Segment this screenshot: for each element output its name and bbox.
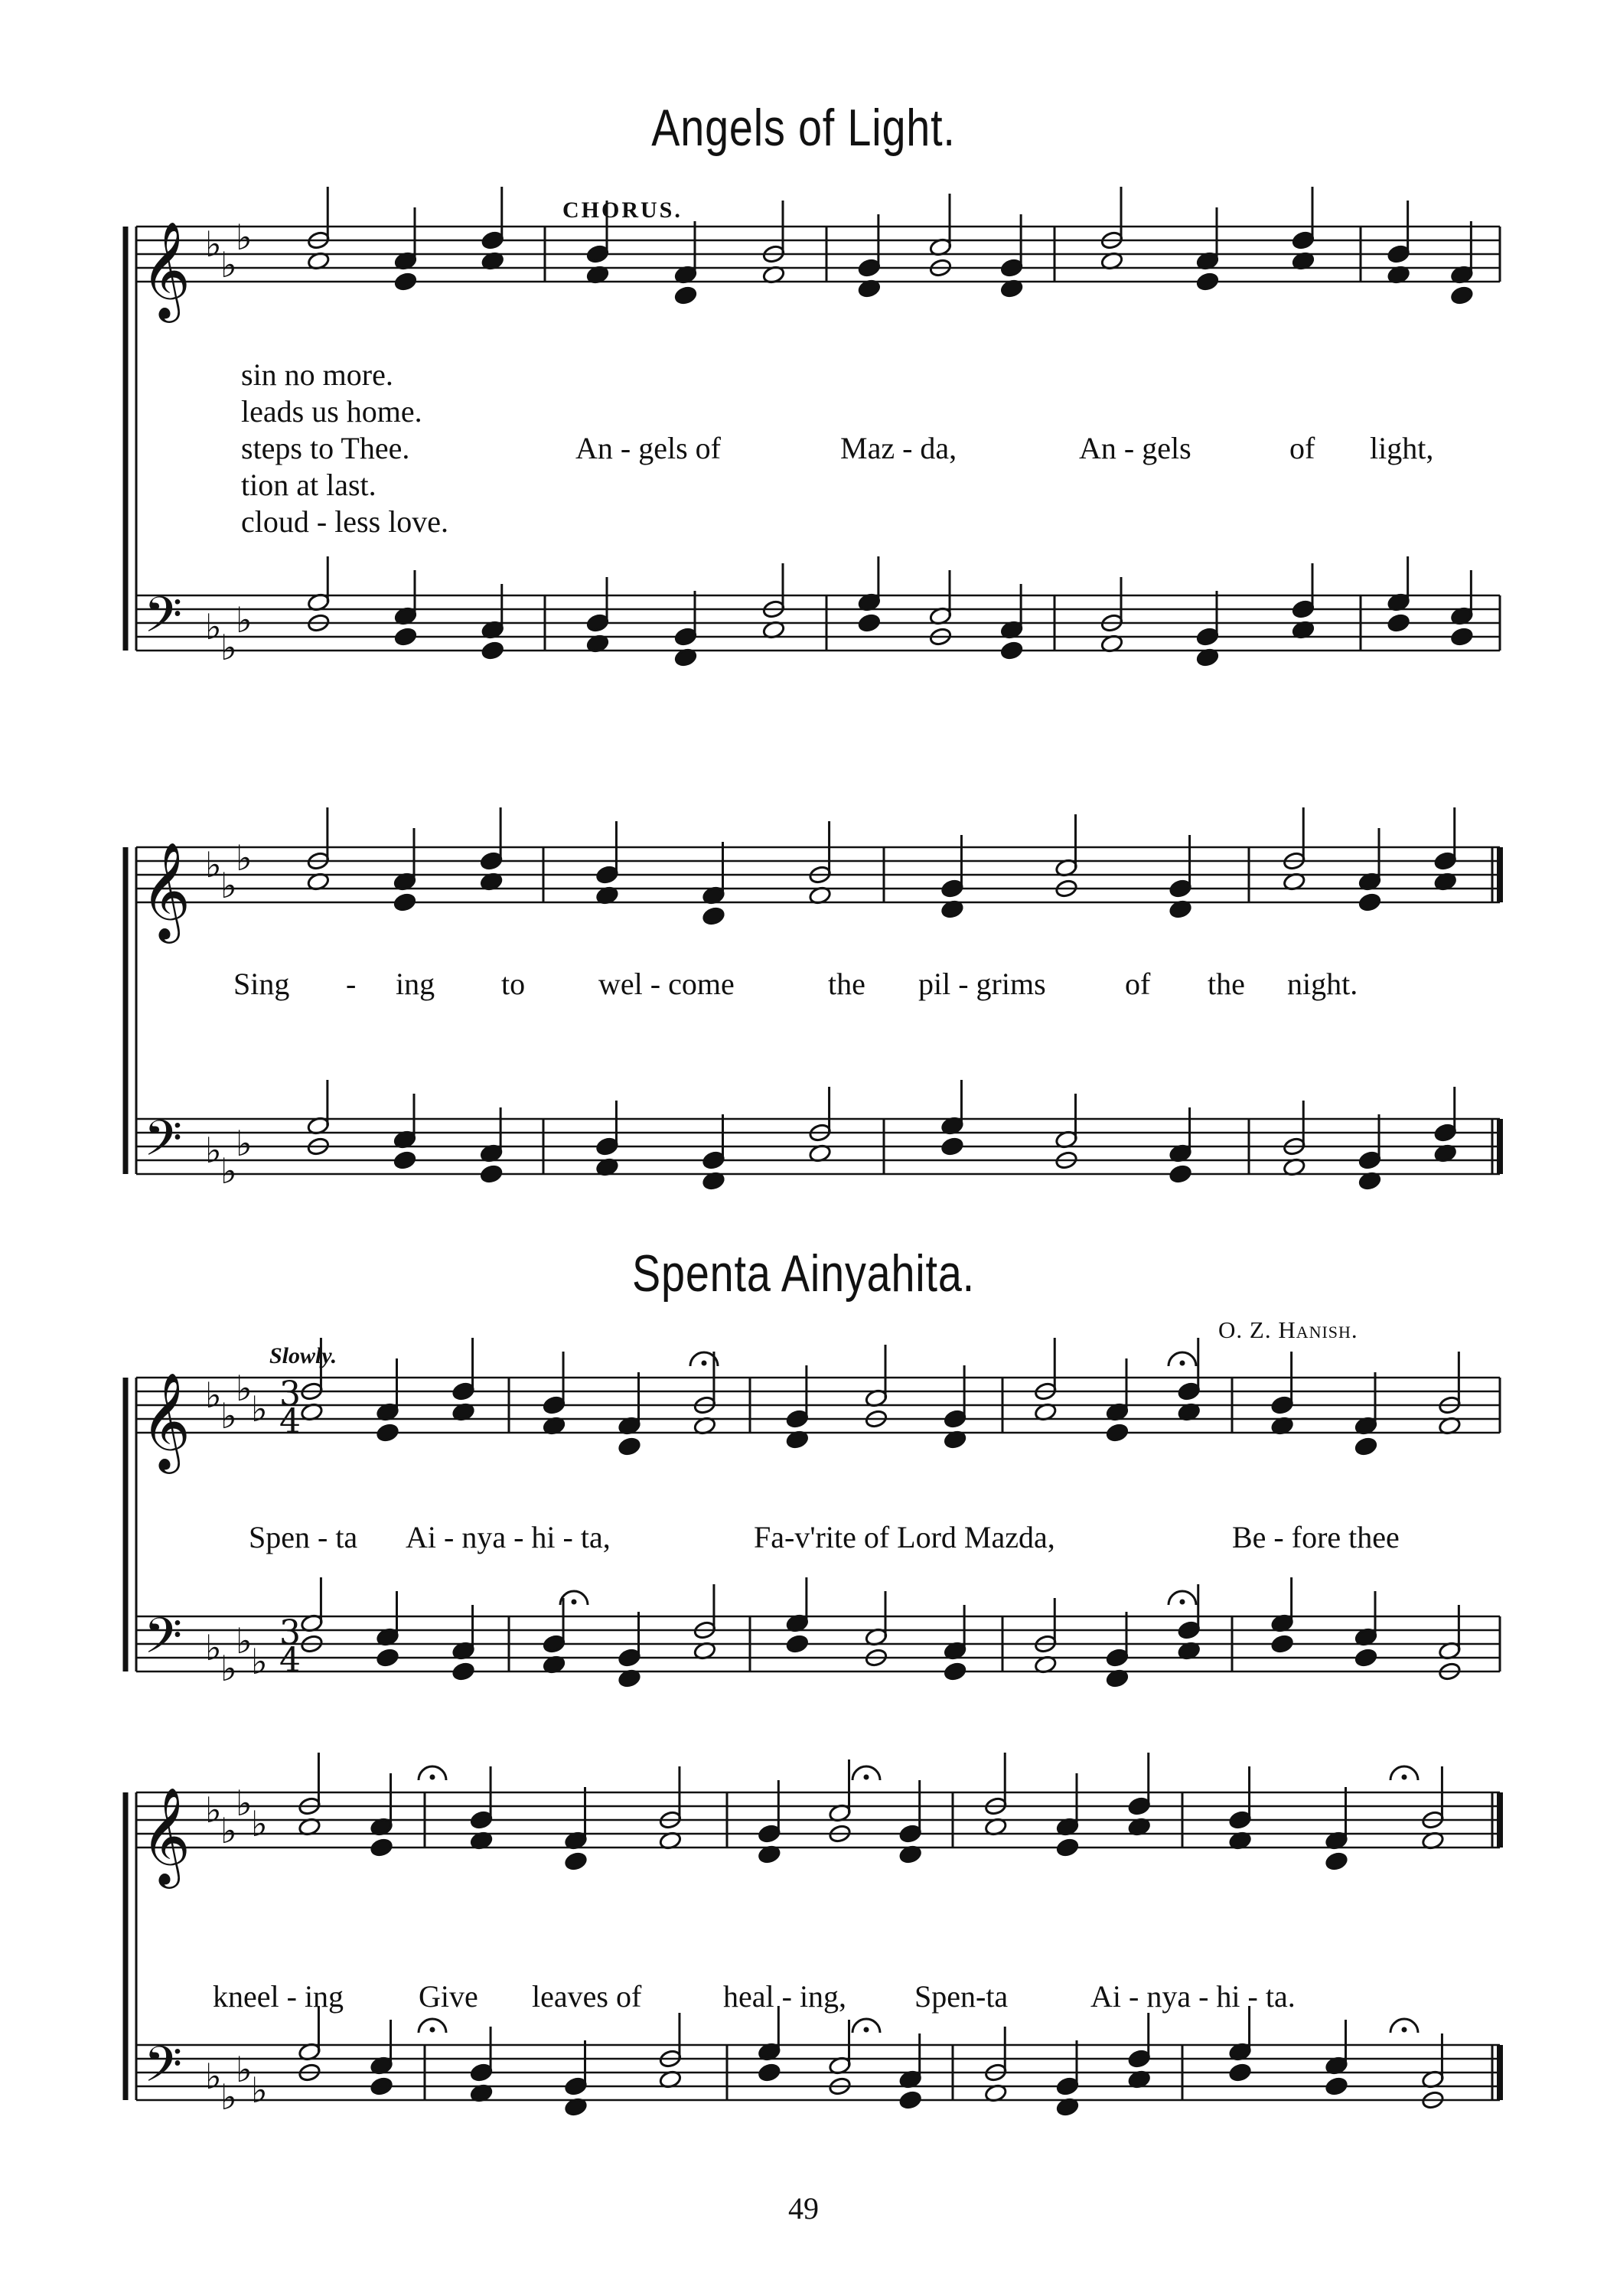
flat-sign: ♭ <box>220 627 237 668</box>
hymn2-lyric: Give <box>419 1979 478 2014</box>
flat-sign: ♭ <box>236 2049 253 2090</box>
hymn2-lyric: Spen-ta <box>914 1979 1009 2014</box>
note-head <box>394 627 418 647</box>
note-head <box>786 1634 810 1654</box>
line2-lyric: the <box>828 967 865 1001</box>
line2-lyric: wel - come <box>598 967 735 1001</box>
fermata <box>702 1361 706 1365</box>
fermata <box>1180 1600 1185 1604</box>
line2-lyric: of <box>1125 967 1151 1001</box>
page-number: 49 <box>788 2191 819 2226</box>
fermata <box>430 2027 435 2032</box>
hymn1-title: Angels of Light. <box>651 99 956 157</box>
verse-line-3: steps to Thee. <box>241 431 410 465</box>
note-head <box>758 2063 781 2082</box>
bass-clef: 𝄢 <box>144 2037 183 2105</box>
note-head <box>1196 272 1220 292</box>
fermata <box>572 1600 576 1604</box>
line2-lyric: night. <box>1287 967 1358 1001</box>
note-head <box>898 2090 922 2110</box>
note-head <box>1354 1437 1378 1456</box>
note-head <box>1325 1851 1348 1871</box>
verse-line-2: leads us home. <box>241 394 422 429</box>
flat-sign: ♭ <box>251 1388 268 1430</box>
chorus-lyric: light, <box>1370 431 1434 465</box>
hymn2-lyric: Spen - ta <box>249 1520 358 1554</box>
composer-credit: O. Z. Hanish. <box>1218 1316 1358 1343</box>
flat-sign: ♭ <box>251 1641 268 1682</box>
flat-sign: ♭ <box>236 1782 253 1824</box>
note-head <box>393 892 417 912</box>
note-head <box>858 613 882 633</box>
verse-line-4: tion at last. <box>241 468 376 502</box>
verse-line-1: sin no more. <box>241 357 393 392</box>
flat-sign: ♭ <box>205 1375 222 1416</box>
flat-sign: ♭ <box>205 1627 222 1668</box>
time-signature: 3 <box>279 1613 301 1652</box>
note-head <box>674 285 698 305</box>
line2-lyric: Sing <box>233 967 290 1001</box>
chorus-lyric: An - gels <box>1079 431 1191 465</box>
flat-sign: ♭ <box>251 2069 268 2111</box>
treble-clef: 𝄞 <box>141 841 191 939</box>
hymn2-lyric: leaves of <box>532 1979 642 2014</box>
flat-sign: ♭ <box>236 1123 253 1164</box>
note-head <box>376 1423 399 1443</box>
flat-sign: ♭ <box>220 1150 237 1192</box>
note-head <box>376 1648 399 1668</box>
note-head <box>393 1150 417 1170</box>
verse-line-5: cloud - less love. <box>241 504 449 539</box>
flat-sign: ♭ <box>220 1648 237 1689</box>
flat-sign: ♭ <box>251 1803 268 1844</box>
note-head <box>944 1662 967 1681</box>
tempo-mark: Slowly. <box>269 1343 337 1368</box>
note-head <box>618 1437 641 1456</box>
note-head <box>1228 2063 1252 2082</box>
flat-sign: ♭ <box>220 2076 237 2118</box>
treble-clef: 𝄞 <box>141 1786 191 1884</box>
note-head <box>1450 285 1474 305</box>
line2-lyric: to <box>501 967 526 1001</box>
chorus-lyric: An - gels of <box>575 431 721 465</box>
flat-sign: ♭ <box>220 244 237 285</box>
note-head <box>1450 627 1474 647</box>
note-head <box>1270 1634 1294 1654</box>
flat-sign: ♭ <box>220 1810 237 1851</box>
hymn2-lyric: Be - fore thee <box>1232 1520 1400 1554</box>
note-head <box>1000 641 1024 660</box>
note-head <box>481 641 504 660</box>
flat-sign: ♭ <box>205 606 222 647</box>
note-head <box>702 906 725 926</box>
hymn2-lyric: Ai - nya - hi - ta, <box>406 1520 611 1554</box>
fermata <box>1402 2027 1407 2032</box>
bass-clef: 𝄢 <box>144 1110 183 1179</box>
flat-sign: ♭ <box>220 1395 237 1437</box>
note-head <box>1354 1648 1378 1668</box>
flat-sign: ♭ <box>236 1368 253 1409</box>
note-head <box>1056 1838 1080 1857</box>
flat-sign: ♭ <box>220 865 237 906</box>
note-head <box>451 1662 475 1681</box>
note-head <box>940 1137 964 1156</box>
note-head <box>564 1851 588 1871</box>
time-signature: 4 <box>279 1641 301 1680</box>
treble-clef: 𝄞 <box>141 220 191 318</box>
note-head <box>370 2076 393 2096</box>
fermata <box>1402 1775 1407 1779</box>
line2-lyric: - <box>346 967 357 1001</box>
hymn2-title: Spenta Ainyahita. <box>632 1244 975 1303</box>
flat-sign: ♭ <box>205 223 222 265</box>
chorus-lyric: of <box>1289 431 1315 465</box>
flat-sign: ♭ <box>205 1130 222 1171</box>
flat-sign: ♭ <box>205 2056 222 2097</box>
flat-sign: ♭ <box>205 844 222 885</box>
hymn2-lyric: kneel - ing <box>213 1979 344 2014</box>
note-head <box>1325 2076 1348 2096</box>
time-signature: 3 <box>279 1375 301 1414</box>
note-head <box>370 1838 393 1857</box>
flat-sign: ♭ <box>236 217 253 258</box>
line2-lyric: ing <box>396 967 435 1001</box>
chorus-lyric: Maz - da, <box>840 431 957 465</box>
treble-clef: 𝄞 <box>141 1371 191 1469</box>
fermata <box>864 2027 869 2032</box>
flat-sign: ♭ <box>236 837 253 879</box>
note-head <box>1169 1164 1192 1184</box>
line2-lyric: the <box>1208 967 1245 1001</box>
hymn2-lyric: Fa-v'rite of Lord Mazda, <box>754 1520 1055 1554</box>
line2-lyric: pil - grims <box>918 967 1046 1001</box>
note-head <box>480 1164 504 1184</box>
hymn2-lyric: heal - ing, <box>723 1979 847 2014</box>
note-head <box>394 272 418 292</box>
flat-sign: ♭ <box>236 599 253 641</box>
hymn2-lyric: Ai - nya - hi - ta. <box>1090 1979 1296 2014</box>
fermata <box>864 1775 869 1779</box>
chorus-mark: CHORUS. <box>562 197 683 223</box>
note-head <box>1387 613 1410 633</box>
fermata <box>430 1775 435 1779</box>
fermata <box>1180 1361 1185 1365</box>
time-signature: 4 <box>279 1402 301 1441</box>
note-head <box>1106 1423 1129 1443</box>
bass-clef: 𝄢 <box>144 1608 183 1677</box>
bass-clef: 𝄢 <box>144 587 183 656</box>
flat-sign: ♭ <box>236 1620 253 1662</box>
note-head <box>1358 892 1382 912</box>
flat-sign: ♭ <box>205 1789 222 1831</box>
